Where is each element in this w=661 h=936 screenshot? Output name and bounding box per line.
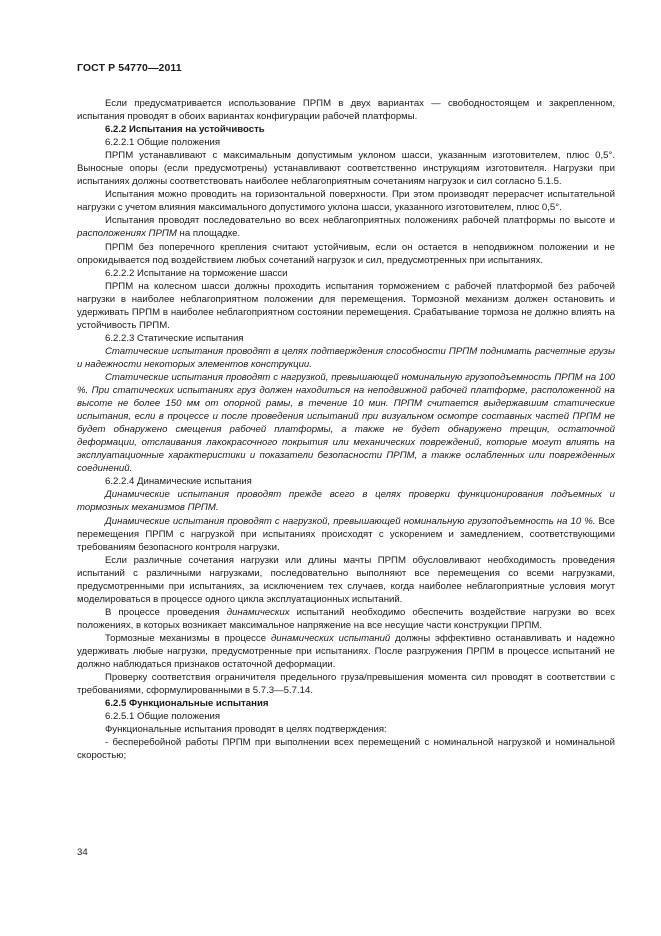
italic-text-run: расположениях ПРПМ <box>77 228 177 240</box>
paragraph: Испытания можно проводить на горизонтальной поверхности. При этом производят перерасчет испытательной нагрузки с учетом влияния максимального допустимого уклона шасси, указанного изготовителем, плюс 0,5°. <box>77 189 615 214</box>
paragraph: ПРПМ на колесном шасси должны проходить испытания торможением с рабочей платформой без рабочей нагрузки в наиболее неблагоприятном положении для перемещения. Тормозной механизм должен остановить и удерживать ПРПМ в наиболее неблагоприятном состоянии перемещения. Срабатывание тормоза не должно влиять на устойчивость ПРПМ. <box>77 280 615 331</box>
text-run: Тормозные механизмы в процессе <box>105 632 267 644</box>
section-heading: 6.2.2 Испытания на устойчивость <box>105 124 265 136</box>
section-heading: 6.2.5 Функциональные испытания <box>105 698 269 710</box>
subsection-heading: 6.2.2.3 Статические испытания <box>105 332 244 344</box>
italic-text-run: динамических испытаний <box>270 632 391 644</box>
paragraph: Статические испытания проводят с нагрузкой, превышающей номинальную грузоподъемность ПРПМ на 100 %. При статических испытаниях груз должен находиться на неподвижной рабочей платформе, расположенной на высоте не более 150 мм от опорной рамы, в течение 10 мин. ПРПМ считается выдержавшим статические испытания, если в процессе и после проведения испытаний при визуальном осмотре составных частей ПРПМ не будет обнаружено смещения рабочей платформы, а также не будет обнаружено трещин, остаточной деформации, отслаивания лакокрасочного покрытия или механических повреждений, которые могут влиять на эксплуатационные характеристики и показатели безопасности ПРПМ, а также ослабленных или поврежденных соединений. <box>77 371 615 475</box>
paragraph: Функциональные испытания проводят в целях подтверждения: <box>105 724 387 736</box>
text-run: на площадке. <box>179 228 241 240</box>
text-run: В процессе проведения <box>105 606 220 618</box>
subsection-heading: 6.2.2.2 Испытание на торможение шасси <box>105 267 288 279</box>
paragraph: Проверку соответствия ограничителя предельного груза/превышения момента сил проводят в соответствии с требованиями, сформулированными в 5.7.3—5.7.14. <box>77 672 615 697</box>
text-run: Все перемещения ПРПМ с нагрузкой при испытаниях происходят с ускорением и замедлением, соответствующими требованиям безопасного контроля нагрузки. <box>77 515 616 553</box>
text-run: должны эффективно останавливать и надежно удерживать любые нагрузки, предусмотренные при испытаниях. После разгружения ПРПМ в процессе испытаний не должно наблюдаться признаков остаточной деформации. <box>77 632 615 671</box>
list-item: - бесперебойной работы ПРПМ при выполнении всех перемещений с номинальной нагрузкой и номинальной скоростью; <box>77 737 615 762</box>
paragraph: ПРПМ без поперечного крепления считают устойчивым, если он остается в неподвижном положении и не опрокидывается под воздействием любых сочетаний нагрузок и сил, предусмотренных при испытаниях. <box>77 241 615 266</box>
document-header: ГОСТ Р 54770—2011 <box>77 62 182 74</box>
subsection-heading: 6.2.2.1 Общие положения <box>105 137 221 149</box>
paragraph: ПРПМ устанавливают с максимальным допустимым уклоном шасси, указанным изготовителем, плюс 0,5°. Выносные опоры (если предусмотрены) устанавливают соответственно инструкциям изготовителя. Нагрузки при испытаниях должны соответствовать наиболее неблагоприятным сочетаниям нагрузок и сил согласно 5.1.5. <box>77 150 615 188</box>
paragraph: Если различные сочетания нагрузки или длины мачты ПРПМ обусловливают необходимость проведения испытаний с различными нагрузками, последовательно выполняют все перемещения со всеми нагрузками, предусмотренными при испытаниях, за исключением тех случаев, когда наиболее неблагоприятные условия могут моделироваться в процессе одного цикла эксплуатационных испытаний. <box>77 554 615 605</box>
paragraph <box>77 632 615 671</box>
paragraph <box>77 606 615 632</box>
subsection-heading: 6.2.5.1 Общие положения <box>105 711 221 723</box>
document-body <box>77 97 615 762</box>
text-run: испытаний необходимо обеспечить воздействие нагрузки во всех положениях, в которых возникает максимальное напряжение на все несущие части конструкции ПРПМ. <box>77 606 615 631</box>
paragraph: Статические испытания проводят в целях подтверждения способности ПРПМ поднимать расчетные грузы и надежности некоторых элементов конструкции. <box>77 345 615 370</box>
text-run: Испытания проводят последовательно во всех неблагоприятных положениях рабочей платформы по высоте и <box>105 215 615 227</box>
paragraph <box>77 515 615 554</box>
paragraph <box>77 214 615 240</box>
subsection-heading: 6.2.2.4 Динамические испытания <box>105 476 252 488</box>
paragraph: Динамические испытания проводят прежде всего в целях проверки функционирования подъемных и тормозных механизмов ПРПМ. <box>77 489 615 514</box>
page-number: 34 <box>77 847 88 858</box>
italic-text-run: Динамические испытания проводят с нагрузкой, превышающей номинальную грузоподъемность на 10 %. <box>105 515 596 527</box>
italic-text-run: динамических <box>226 606 290 618</box>
paragraph: Если предусматривается использование ПРПМ в двух вариантах — свободностоящем и закрепленном, испытания проводят в обоих вариантах конфигурации рабочей платформы. <box>77 98 615 123</box>
